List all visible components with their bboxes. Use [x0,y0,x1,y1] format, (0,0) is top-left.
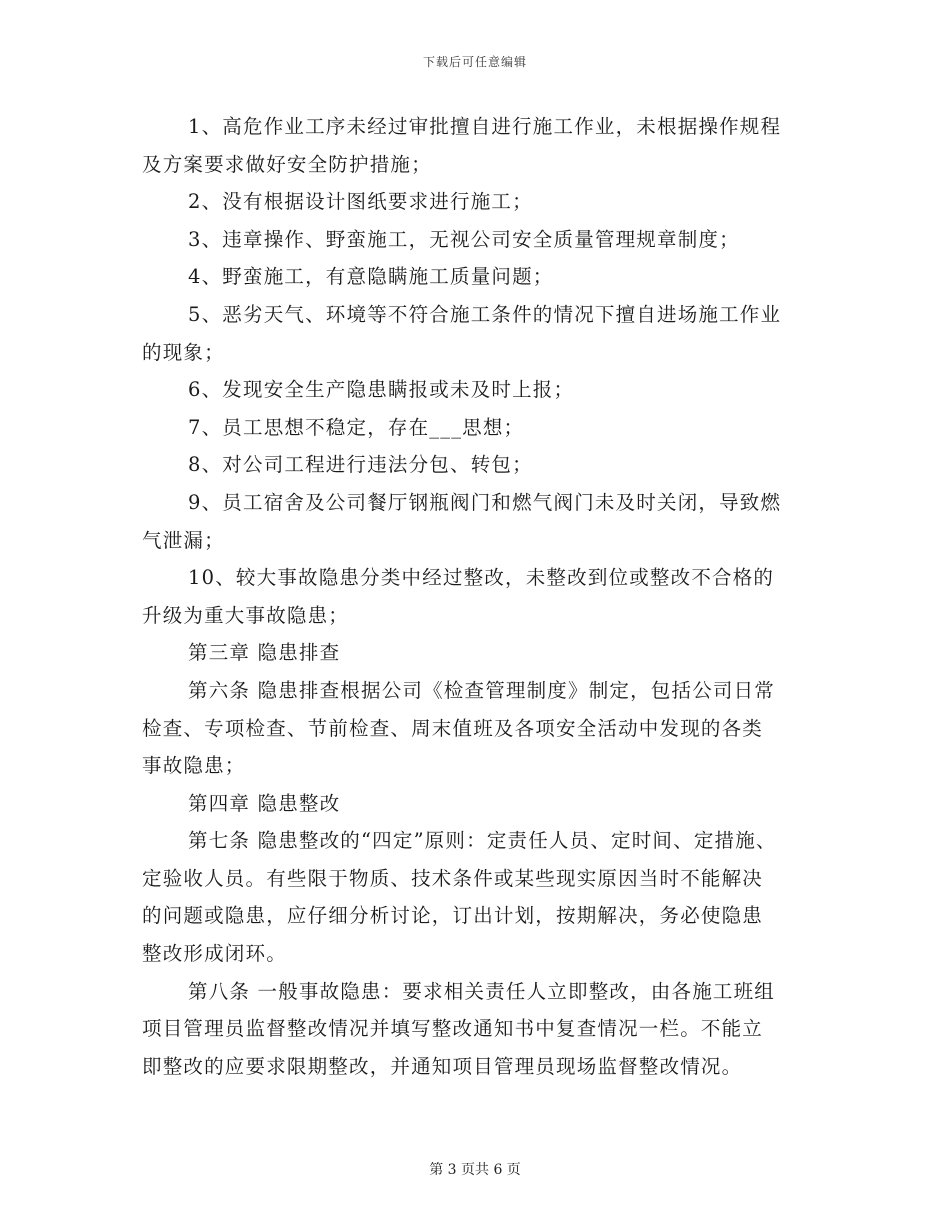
text-line: 事故隐患； [142,754,246,778]
page-header: 下载后可任意编辑 [422,55,527,69]
text-line: 第七条 隐患整改的“四定”原则：定责任人员、定时间、定措施、 [188,829,777,853]
text-line: 项目管理员监督整改情况并填写整改通知书中复查情况一栏。不能立 [142,1017,764,1041]
text-line: 1、高危作业工序未经过审批擅自进行施工作业，未根据操作规程 [188,115,782,138]
text-line: 5、恶劣天气、环境等不符合施工条件的情况下擅自进场施工作业 [188,302,782,326]
text-line: 6、发现安全生产隐患瞒报或未及时上报； [188,378,575,402]
text-line: 2、没有根据设计图纸要求进行施工； [188,190,533,214]
text-line: 的问题或隐患，应仔细分析讨论，订出计划，按期解决，务必使隐患 [142,904,764,928]
text-line: 气泄漏； [142,528,225,552]
text-line: 的现象； [142,340,225,364]
text-line: 第八条 一般事故隐患：要求相关责任人立即整改，由各施工班组 [188,979,775,1003]
text-line: 检查、专项检查、节前检查、周末值班及各项安全活动中发现的各类 [142,716,764,740]
text-line: 第三章 隐患排查 [188,641,341,665]
text-line: 整改形成闭环。 [142,942,287,966]
text-line: 3、违章操作、野蛮施工，无视公司安全质量管理规章制度； [188,227,740,251]
text-line: 7、员工思想不稳定，存在___思想； [188,415,525,439]
document-body [142,108,812,1085]
text-line: 10、较大事故隐患分类中经过整改，未整改到位或整改不合格的 [188,566,775,590]
text-line: 即整改的应要求限期整改，并通知项目管理员现场监督整改情况。 [142,1054,743,1078]
text-line: 第四章 隐患整改 [188,791,341,815]
page-number: 第 3 页共 6 页 [429,1162,521,1178]
text-line: 8、对公司工程进行违法分包、转包； [188,453,533,477]
text-line: 升级为重大事故隐患； [142,603,350,627]
text-line: 第六条 隐患排查根据公司《检查管理制度》制定，包括公司日常 [188,678,775,702]
text-line: 及方案要求做好安全防护措施； [142,152,432,176]
text-line: 4、野蛮施工，有意隐瞒施工质量问题； [188,265,554,289]
text-line: 9、员工宿舍及公司餐厅钢瓶阀门和燃气阀门未及时关闭，导致燃 [188,490,782,514]
text-line: 定验收人员。有些限于物质、技术条件或某些现实原因当时不能解决 [142,866,764,890]
